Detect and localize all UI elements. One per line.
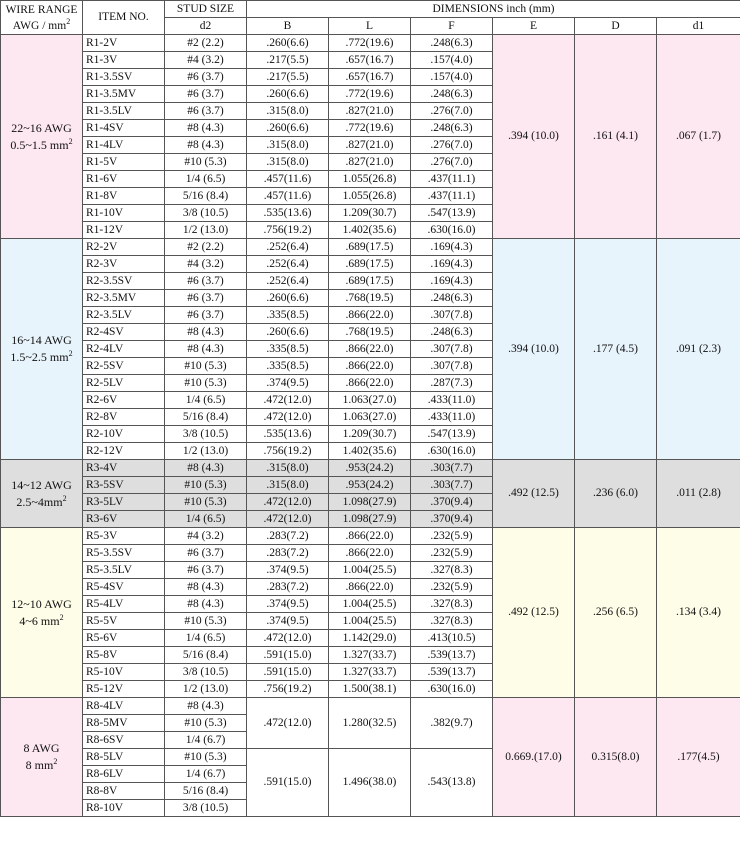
dim-F-cell: .327(8.3) — [411, 613, 493, 630]
dim-F-cell: .232(5.9) — [411, 528, 493, 545]
header-d1: d1 — [657, 18, 740, 35]
dim-B-cell: .260(6.6) — [247, 35, 329, 52]
wire-range-mm-text: 2.5~4mm — [16, 494, 63, 509]
dim-L-cell: 1.402(35.6) — [329, 443, 411, 460]
dim-F-cell: .169(4.3) — [411, 239, 493, 256]
header-D: D — [575, 18, 657, 35]
stud-size-cell: 5/16 (8.4) — [165, 409, 247, 426]
dim-B-cell: .756(19.2) — [247, 681, 329, 698]
dim-D-cell: .161 (4.1) — [575, 35, 657, 239]
wire-range-awg: 16~14 AWG — [11, 333, 72, 347]
item-no-cell: R5-6V — [83, 630, 165, 647]
dim-E-cell: .394 (10.0) — [493, 35, 575, 239]
stud-size-cell: #10 (5.3) — [165, 477, 247, 494]
dim-D-cell: .236 (6.0) — [575, 460, 657, 528]
dim-F-cell: .232(5.9) — [411, 545, 493, 562]
dim-B-cell: .260(6.6) — [247, 86, 329, 103]
item-no-cell: R3-5LV — [83, 494, 165, 511]
item-no-cell: R1-3.5MV — [83, 86, 165, 103]
dim-L-cell: 1.004(25.5) — [329, 562, 411, 579]
item-no-cell: R2-3.5SV — [83, 273, 165, 290]
item-no-cell: R5-10V — [83, 664, 165, 681]
table-row — [1, 528, 740, 545]
wire-range-cell — [1, 460, 83, 528]
item-no-cell: R1-12V — [83, 222, 165, 239]
item-no-cell: R5-4LV — [83, 596, 165, 613]
item-no-cell: R1-3V — [83, 52, 165, 69]
dim-B-cell: .374(9.5) — [247, 613, 329, 630]
header-wire-range-line1: WIRE RANGE — [5, 3, 78, 16]
stud-size-cell: 3/8 (10.5) — [165, 426, 247, 443]
item-no-cell: R2-8V — [83, 409, 165, 426]
dim-d1-cell: .067 (1.7) — [657, 35, 740, 239]
dim-F-cell: .307(7.8) — [411, 307, 493, 324]
stud-size-cell: #6 (3.7) — [165, 562, 247, 579]
dim-D-cell: 0.315(8.0) — [575, 698, 657, 817]
dim-L-cell: .772(19.6) — [329, 120, 411, 137]
dim-B-cell: .315(8.0) — [247, 477, 329, 494]
table-row — [1, 35, 740, 52]
stud-size-cell: #8 (4.3) — [165, 596, 247, 613]
dim-F-cell: .433(11.0) — [411, 392, 493, 409]
stud-size-cell: #10 (5.3) — [165, 375, 247, 392]
dim-L-cell: 1.098(27.9) — [329, 494, 411, 511]
dim-L-cell: 1.402(35.6) — [329, 222, 411, 239]
dim-B-cell: .315(8.0) — [247, 137, 329, 154]
stud-size-cell: #6 (3.7) — [165, 290, 247, 307]
dim-F-cell: .370(9.4) — [411, 494, 493, 511]
dim-F-cell: .248(6.3) — [411, 120, 493, 137]
stud-size-cell: #8 (4.3) — [165, 341, 247, 358]
dim-B-cell: .591(15.0) — [247, 749, 329, 817]
dim-F-cell: .307(7.8) — [411, 341, 493, 358]
dim-F-cell: .413(10.5) — [411, 630, 493, 647]
dim-F-cell: .232(5.9) — [411, 579, 493, 596]
dim-F-cell: .630(16.0) — [411, 222, 493, 239]
dim-F-cell: .157(4.0) — [411, 69, 493, 86]
stud-size-cell: #10 (5.3) — [165, 154, 247, 171]
stud-size-cell: #4 (3.2) — [165, 256, 247, 273]
stud-size-cell: #10 (5.3) — [165, 613, 247, 630]
dim-D-cell: .177 (4.5) — [575, 239, 657, 460]
item-no-cell: R5-4SV — [83, 579, 165, 596]
dim-B-cell: .472(12.0) — [247, 409, 329, 426]
stud-size-cell: #10 (5.3) — [165, 494, 247, 511]
wire-range-cell — [1, 239, 83, 460]
dim-L-cell: .772(19.6) — [329, 35, 411, 52]
dim-B-cell: .374(9.5) — [247, 375, 329, 392]
item-no-cell: R1-5V — [83, 154, 165, 171]
dim-F-cell: .157(4.0) — [411, 52, 493, 69]
dim-F-cell: .327(8.3) — [411, 562, 493, 579]
dim-B-cell: .260(6.6) — [247, 120, 329, 137]
dim-F-cell: .303(7.7) — [411, 477, 493, 494]
dim-B-cell: .217(5.5) — [247, 69, 329, 86]
wire-range-mm-sup: 2 — [68, 349, 73, 358]
dim-L-cell: .953(24.2) — [329, 477, 411, 494]
item-no-cell: R1-10V — [83, 205, 165, 222]
stud-size-cell: #10 (5.3) — [165, 358, 247, 375]
item-no-cell: R2-10V — [83, 426, 165, 443]
stud-size-cell: 1/2 (13.0) — [165, 681, 247, 698]
item-no-cell: R5-3V — [83, 528, 165, 545]
stud-size-cell: 1/4 (6.5) — [165, 630, 247, 647]
item-no-cell: R3-5SV — [83, 477, 165, 494]
dim-F-cell: .370(9.4) — [411, 511, 493, 528]
dim-B-cell: .472(12.0) — [247, 511, 329, 528]
stud-size-cell: 3/8 (10.5) — [165, 205, 247, 222]
item-no-cell: R1-3.5LV — [83, 103, 165, 120]
dim-F-cell: .307(7.8) — [411, 358, 493, 375]
wire-range-mm-sup: 2 — [53, 757, 58, 766]
item-no-cell: R3-6V — [83, 511, 165, 528]
stud-size-cell: #10 (5.3) — [165, 749, 247, 766]
stud-size-cell: #8 (4.3) — [165, 137, 247, 154]
dim-L-cell: 1.063(27.0) — [329, 392, 411, 409]
dim-E-cell: 0.669.(17.0) — [493, 698, 575, 817]
header-item-no: ITEM NO. — [83, 1, 165, 35]
stud-size-cell: #6 (3.7) — [165, 86, 247, 103]
dim-L-cell: .772(19.6) — [329, 86, 411, 103]
wire-range-awg: 14~12 AWG — [11, 477, 72, 492]
item-no-cell: R5-3.5LV — [83, 562, 165, 579]
dim-L-cell: .827(21.0) — [329, 154, 411, 171]
dim-B-cell: .335(8.5) — [247, 341, 329, 358]
dim-B-cell: .591(15.0) — [247, 647, 329, 664]
dim-L-cell: 1.098(27.9) — [329, 511, 411, 528]
header-F: F — [411, 18, 493, 35]
dim-F-cell: .248(6.3) — [411, 86, 493, 103]
dim-L-cell: 1.500(38.1) — [329, 681, 411, 698]
stud-size-cell: #8 (4.3) — [165, 698, 247, 715]
item-no-cell: R2-3.5LV — [83, 307, 165, 324]
stud-size-cell: 5/16 (8.4) — [165, 647, 247, 664]
item-no-cell: R1-8V — [83, 188, 165, 205]
dim-B-cell: .535(13.6) — [247, 426, 329, 443]
dim-F-cell: .248(6.3) — [411, 324, 493, 341]
dim-L-cell: .866(22.0) — [329, 579, 411, 596]
stud-size-cell: 1/4 (6.7) — [165, 732, 247, 749]
dim-L-cell: .866(22.0) — [329, 358, 411, 375]
dim-B-cell: .252(6.4) — [247, 256, 329, 273]
item-no-cell: R2-3V — [83, 256, 165, 273]
header-stud-d2: d2 — [165, 18, 247, 35]
dim-L-cell: .689(17.5) — [329, 256, 411, 273]
wire-range-cell — [1, 35, 83, 239]
header-dimensions: DIMENSIONS inch (mm) — [247, 1, 740, 18]
item-no-cell: R3-4V — [83, 460, 165, 477]
stud-size-cell: #6 (3.7) — [165, 69, 247, 86]
wire-range-awg: 8 AWG — [23, 741, 60, 755]
dim-F-cell: .276(7.0) — [411, 103, 493, 120]
dim-B-cell: .472(12.0) — [247, 392, 329, 409]
header-wire-range — [1, 1, 83, 35]
wire-range-awg: 12~10 AWG — [11, 596, 72, 611]
dim-F-cell: .276(7.0) — [411, 154, 493, 171]
wire-range-mm-sup: 2 — [59, 612, 64, 622]
dim-D-cell: .256 (6.5) — [575, 528, 657, 698]
dim-B-cell: .260(6.6) — [247, 324, 329, 341]
header-stud-size: STUD SIZE — [165, 1, 247, 18]
stud-size-cell: 1/2 (13.0) — [165, 443, 247, 460]
dim-F-cell: .327(8.3) — [411, 596, 493, 613]
dim-L-cell: .657(16.7) — [329, 69, 411, 86]
dim-L-cell: .866(22.0) — [329, 528, 411, 545]
dim-F-cell: .437(11.1) — [411, 188, 493, 205]
stud-size-cell: 1/2 (13.0) — [165, 222, 247, 239]
dim-L-cell: 1.004(25.5) — [329, 596, 411, 613]
dim-L-cell: .689(17.5) — [329, 273, 411, 290]
dim-L-cell: 1.055(26.8) — [329, 171, 411, 188]
wire-range-mm — [3, 494, 80, 511]
dim-B-cell: .260(6.6) — [247, 290, 329, 307]
dim-L-cell: 1.327(33.7) — [329, 647, 411, 664]
stud-size-cell: #8 (4.3) — [165, 579, 247, 596]
item-no-cell: R8-6LV — [83, 766, 165, 783]
item-no-cell: R8-5LV — [83, 749, 165, 766]
item-no-cell: R1-4LV — [83, 137, 165, 154]
dim-d1-cell: .091 (2.3) — [657, 239, 740, 460]
stud-size-cell: #6 (3.7) — [165, 273, 247, 290]
dim-L-cell: .866(22.0) — [329, 375, 411, 392]
dim-L-cell: 1.327(33.7) — [329, 664, 411, 681]
dim-B-cell: .472(12.0) — [247, 698, 329, 749]
item-no-cell: R8-8V — [83, 783, 165, 800]
dim-B-cell: .217(5.5) — [247, 52, 329, 69]
dim-L-cell: .689(17.5) — [329, 239, 411, 256]
dim-L-cell: .768(19.5) — [329, 290, 411, 307]
dim-B-cell: .472(12.0) — [247, 494, 329, 511]
item-no-cell: R8-5MV — [83, 715, 165, 732]
dim-B-cell: .315(8.0) — [247, 154, 329, 171]
dim-F-cell: .547(13.9) — [411, 205, 493, 222]
dim-B-cell: .535(13.6) — [247, 205, 329, 222]
dim-F-cell: .539(13.7) — [411, 664, 493, 681]
stud-size-cell: 3/8 (10.5) — [165, 664, 247, 681]
stud-size-cell: 1/4 (6.5) — [165, 171, 247, 188]
stud-size-cell: 1/4 (6.5) — [165, 511, 247, 528]
dim-F-cell: .287(7.3) — [411, 375, 493, 392]
dim-F-cell: .169(4.3) — [411, 256, 493, 273]
wire-range-mm — [3, 613, 80, 630]
item-no-cell: R5-5V — [83, 613, 165, 630]
item-no-cell: R8-6SV — [83, 732, 165, 749]
wire-range-cell — [1, 528, 83, 698]
item-no-cell: R5-12V — [83, 681, 165, 698]
dim-E-cell: .492 (12.5) — [493, 528, 575, 698]
item-no-cell: R2-12V — [83, 443, 165, 460]
stud-size-cell: 5/16 (8.4) — [165, 188, 247, 205]
dim-B-cell: .756(19.2) — [247, 443, 329, 460]
header-E: E — [493, 18, 575, 35]
dim-L-cell: 1.280(32.5) — [329, 698, 411, 749]
dim-d1-cell: .011 (2.8) — [657, 460, 740, 528]
dim-E-cell: .492 (12.5) — [493, 460, 575, 528]
dim-L-cell: .827(21.0) — [329, 103, 411, 120]
dim-L-cell: .866(22.0) — [329, 341, 411, 358]
dim-F-cell: .248(6.3) — [411, 35, 493, 52]
header-L: L — [329, 18, 411, 35]
dim-B-cell: .591(15.0) — [247, 664, 329, 681]
wire-range-mm-sup: 2 — [62, 493, 67, 503]
dim-L-cell: .768(19.5) — [329, 324, 411, 341]
dim-B-cell: .283(7.2) — [247, 528, 329, 545]
table-row — [1, 698, 740, 715]
stud-size-cell: #2 (2.2) — [165, 35, 247, 52]
dim-L-cell: .827(21.0) — [329, 137, 411, 154]
dim-F-cell: .276(7.0) — [411, 137, 493, 154]
stud-size-cell: 5/16 (8.4) — [165, 783, 247, 800]
dim-F-cell: .539(13.7) — [411, 647, 493, 664]
item-no-cell: R5-8V — [83, 647, 165, 664]
stud-size-cell: #2 (2.2) — [165, 239, 247, 256]
dim-B-cell: .374(9.5) — [247, 596, 329, 613]
table-row — [1, 239, 740, 256]
stud-size-cell: 1/4 (6.7) — [165, 766, 247, 783]
dim-L-cell: 1.063(27.0) — [329, 409, 411, 426]
dim-B-cell: .252(6.4) — [247, 239, 329, 256]
item-no-cell: R2-3.5MV — [83, 290, 165, 307]
wire-range-cell — [1, 698, 83, 817]
dim-F-cell: .630(16.0) — [411, 443, 493, 460]
dim-L-cell: .657(16.7) — [329, 52, 411, 69]
item-no-cell: R1-2V — [83, 35, 165, 52]
dim-d1-cell: .134 (3.4) — [657, 528, 740, 698]
dim-F-cell: .303(7.7) — [411, 460, 493, 477]
wire-range-mm-sup: 2 — [68, 136, 73, 146]
item-no-cell: R8-4LV — [83, 698, 165, 715]
wire-range-mm-text: 8 mm — [25, 758, 54, 772]
stud-size-cell: 1/4 (6.5) — [165, 392, 247, 409]
stud-size-cell: #4 (3.2) — [165, 528, 247, 545]
wire-range-awg: 22~16 AWG — [11, 120, 72, 135]
wire-range-mm — [3, 349, 80, 366]
dim-B-cell: .252(6.4) — [247, 273, 329, 290]
stud-size-cell: #4 (3.2) — [165, 52, 247, 69]
dim-F-cell: .433(11.0) — [411, 409, 493, 426]
dim-L-cell: 1.055(26.8) — [329, 188, 411, 205]
stud-size-cell: #8 (4.3) — [165, 120, 247, 137]
dim-B-cell: .335(8.5) — [247, 358, 329, 375]
wire-range-mm-text: 0.5~1.5 mm — [10, 137, 69, 152]
item-no-cell: R1-4SV — [83, 120, 165, 137]
dim-F-cell: .248(6.3) — [411, 290, 493, 307]
stud-size-cell: #8 (4.3) — [165, 460, 247, 477]
item-no-cell: R2-4LV — [83, 341, 165, 358]
dim-F-cell: .437(11.1) — [411, 171, 493, 188]
dim-L-cell: 1.496(38.0) — [329, 749, 411, 817]
dim-B-cell: .335(8.5) — [247, 307, 329, 324]
dim-F-cell: .543(13.8) — [411, 749, 493, 817]
wire-range-mm-text: 1.5~2.5 mm — [10, 350, 69, 364]
stud-size-cell: #6 (3.7) — [165, 307, 247, 324]
dim-F-cell: .547(13.9) — [411, 426, 493, 443]
dim-L-cell: .953(24.2) — [329, 460, 411, 477]
item-no-cell: R8-10V — [83, 800, 165, 817]
dim-L-cell: .866(22.0) — [329, 545, 411, 562]
header-B: B — [247, 18, 329, 35]
dim-B-cell: .457(11.6) — [247, 171, 329, 188]
stud-size-cell: #6 (3.7) — [165, 545, 247, 562]
dim-B-cell: .756(19.2) — [247, 222, 329, 239]
item-no-cell: R1-3.5SV — [83, 69, 165, 86]
wire-range-mm-text: 4~6 mm — [19, 613, 60, 628]
item-no-cell: R2-4SV — [83, 324, 165, 341]
wire-range-mm — [3, 757, 80, 774]
item-no-cell: R5-3.5SV — [83, 545, 165, 562]
dim-L-cell: 1.209(30.7) — [329, 205, 411, 222]
dim-d1-cell: .177(4.5) — [657, 698, 740, 817]
dim-E-cell: .394 (10.0) — [493, 239, 575, 460]
table-row — [1, 460, 740, 477]
dim-L-cell: 1.209(30.7) — [329, 426, 411, 443]
dim-L-cell: 1.142(29.0) — [329, 630, 411, 647]
item-no-cell: R2-6V — [83, 392, 165, 409]
stud-size-cell: 3/8 (10.5) — [165, 800, 247, 817]
header-wire-range-sup: 2 — [66, 16, 71, 26]
dim-L-cell: 1.004(25.5) — [329, 613, 411, 630]
dim-L-cell: .866(22.0) — [329, 307, 411, 324]
stud-size-cell: #10 (5.3) — [165, 715, 247, 732]
header-wire-range-line2: AWG / mm — [12, 19, 67, 32]
item-no-cell: R2-5SV — [83, 358, 165, 375]
wire-range-mm — [3, 137, 80, 154]
dim-B-cell: .315(8.0) — [247, 460, 329, 477]
stud-size-cell: #8 (4.3) — [165, 324, 247, 341]
dim-B-cell: .374(9.5) — [247, 562, 329, 579]
dim-B-cell: .315(8.0) — [247, 103, 329, 120]
dim-B-cell: .283(7.2) — [247, 545, 329, 562]
spec-body — [1, 35, 740, 817]
dim-F-cell: .630(16.0) — [411, 681, 493, 698]
item-no-cell: R1-6V — [83, 171, 165, 188]
item-no-cell: R2-2V — [83, 239, 165, 256]
dim-F-cell: .382(9.7) — [411, 698, 493, 749]
dim-F-cell: .169(4.3) — [411, 273, 493, 290]
item-no-cell: R2-5LV — [83, 375, 165, 392]
dim-B-cell: .472(12.0) — [247, 630, 329, 647]
dim-B-cell: .457(11.6) — [247, 188, 329, 205]
stud-size-cell: #6 (3.7) — [165, 103, 247, 120]
dim-B-cell: .283(7.2) — [247, 579, 329, 596]
